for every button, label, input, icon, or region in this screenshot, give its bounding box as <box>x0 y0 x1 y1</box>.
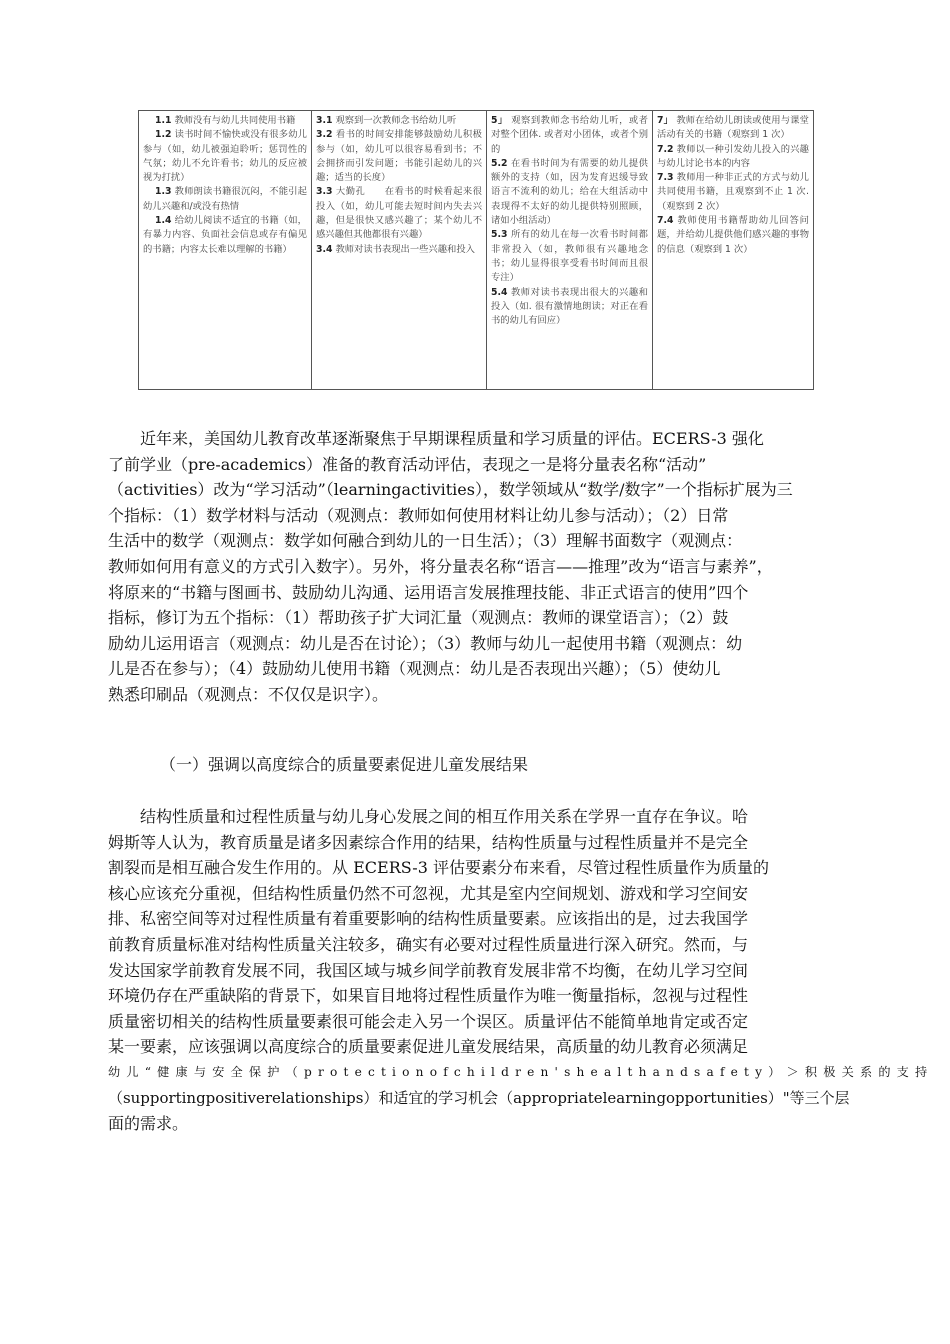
text-line: 儿是否在参与）；（4）鼓励幼儿使用书籍（观测点：幼儿是否表现出兴趣）；（5）使幼儿 <box>108 659 721 679</box>
indicator-text: 在看书时间为有需要的幼儿提供额外的支持（如，因为发育迟缓导致语言不流利的幼儿；给在大组活动中表现得不太好的幼儿提供特别照顾，诸如小组活动） <box>491 157 648 227</box>
indicator-table <box>138 110 814 390</box>
table-cell-level-3 <box>312 111 487 390</box>
section-heading: （一）强调以高度综合的质量要素促进儿童发展结果 <box>160 755 529 774</box>
text-line: （activities）改为“学习活动”（learningactivities），数学领域从“数学/数字”一个指标扩展为三 <box>108 480 793 500</box>
indicator-number: 1.3 <box>155 186 172 198</box>
text-line: 环境仍存在严重缺陷的背景下，如果盲目地将过程性质量作为唯一衡量指标，忽视与过程性 <box>108 986 749 1006</box>
indicator-text: 教师对读书表现出一些兴趣和投入 <box>335 243 475 255</box>
text-line: 将原来的“书籍与图画书、鼓励幼儿沟通、运用语言发展推理技能、非正式语言的使用”四个 <box>108 582 749 602</box>
indicator-number: 5.3 <box>491 229 508 241</box>
indicator-text: 所有的幼儿在每一次看书时间都非常投入（如，教师很有兴趣地念书；幼儿显得很享受看书时间而且很专注） <box>491 229 648 284</box>
text-line: 生活中的数学（观测点：数学如何融合到幼儿的一日生活）；（3）理解书面数字（观测点： <box>108 531 743 551</box>
indicator-number: 1.2 <box>155 129 172 141</box>
text-line: 核心应该充分重视，但结构性质量仍然不可忽视，尤其是室内空间规划、游戏和学习空间安 <box>108 883 749 903</box>
indicator-text: 教师对读书表现出很大的兴趣和投入（如. 很有激情地朗读；对正在看书的幼儿有回应） <box>491 286 648 327</box>
indicator-number: 1.1 <box>155 115 172 126</box>
indicator-item <box>316 128 482 185</box>
text-line: 教师如何用有意义的方式引入数字）。另外，将分量表名称“语言——推理”改为“语言与素养”， <box>108 556 773 576</box>
indicator-text: 观察到教师念书给幼儿听，或者对整个团体. 或者对小团体，或者个别的 <box>491 115 648 155</box>
indicator-item <box>143 185 307 214</box>
indicator-text: 教师朗读书籍很沉闷，不能引起幼儿兴趣和/或没有热情 <box>143 186 307 212</box>
paragraph-ecers-reform <box>108 426 850 708</box>
indicator-number: 3.1 <box>316 115 333 126</box>
indicator-item <box>316 243 482 257</box>
text-line: 了前学业（pre-academics）准备的教育活动评估，表现之一是将分量表名称“活动” <box>108 454 707 474</box>
indicator-text: 教师以一种引发幼儿投入的兴趣与幼儿讨论书本的内容 <box>657 143 809 169</box>
text-line: 指标，修订为五个指标：（1）帮助孩子扩大词汇量（观测点：教师的课堂语言）；（2）鼓 <box>108 608 729 628</box>
indicator-text: 观察到一次教师念书给幼儿听 <box>335 115 457 126</box>
table-cell-level-1 <box>139 111 312 390</box>
indicator-number: 7」 <box>657 115 674 126</box>
indicator-number: 3.4 <box>316 243 333 255</box>
indicator-number: 3.2 <box>316 129 333 141</box>
indicator-number: 5」 <box>491 115 508 126</box>
indicator-text: 读书时间不愉快或没有很多幼儿参与（如，幼儿被强迫聆听；惩罚性的气氛；幼儿不允许看书；幼儿的反应被视为打扰） <box>143 129 307 184</box>
text-line: 排、私密空间等对过程性质量有着重要影响的结构性质量要素。应该指出的是，过去我国学 <box>108 909 749 929</box>
indicator-number: 5.4 <box>491 286 508 298</box>
indicator-number: 7.2 <box>657 143 674 155</box>
indicator-item <box>143 214 307 257</box>
indicator-item <box>657 171 809 214</box>
indicator-text: 大勤孔 在看书的时候看起来很投入（如，幼儿可能去短时间内失去兴趣，但是很快又感兴趣了；某个幼儿不感兴趣但其他都很有兴趣） <box>316 186 482 241</box>
indicator-item <box>657 214 809 257</box>
text-line: 励幼儿运用语言（观测点：幼儿是否在讨论）；（3）教师与幼儿一起使用书籍（观测点：幼 <box>108 633 743 653</box>
text-line: 质量密切相关的结构性质量要素很可能会走入另一个误区。质量评估不能简单地肯定或否定 <box>108 1011 749 1031</box>
indicator-number: 1.4 <box>155 215 172 227</box>
text-line: （supportingpositiverelationships）和适宜的学习机会（appropriatelearningopportunities）"等三个层 <box>108 1088 850 1107</box>
text-line: 面的需求。 <box>108 1114 189 1134</box>
indicator-item <box>491 114 648 157</box>
indicator-text: 教师没有与幼儿共同使用书籍 <box>174 115 296 126</box>
indicator-item <box>657 143 809 172</box>
text-line: 姆斯等人认为，教育质量是诸多因素综合作用的结果，结构性质量与过程性质量并不是完全 <box>108 832 749 852</box>
table-row <box>139 111 814 390</box>
text-line: 某一要素，应该强调以高度综合的质量要素促进儿童发展结果，高质量的幼儿教育必须满足 <box>108 1037 749 1057</box>
indicator-item <box>316 114 482 128</box>
indicator-item <box>316 185 482 242</box>
text-line: 幼儿“健康与安全保护（protectionofchildren'shealthandsafety）＞积极关系的支持 <box>108 1064 934 1079</box>
table-cell-level-7 <box>653 111 814 390</box>
table-cell-level-5 <box>487 111 653 390</box>
indicator-item <box>143 128 307 185</box>
text-line: 结构性质量和过程性质量与幼儿身心发展之间的相互作用关系在学界一直存在争议。哈 <box>140 807 749 826</box>
indicator-item <box>491 228 648 285</box>
indicator-item <box>491 157 648 228</box>
text-line: 个指标：（1）数学材料与活动（观测点：教师如何使用材料让幼儿参与活动）；（2）日常 <box>108 505 729 525</box>
text-line: 割裂而是相互融合发生作用的。从 ECERS-3 评估要素分布来看，尽管过程性质量作为质量的 <box>108 858 769 878</box>
indicator-text: 教师使用书籍帮助幼儿回答问题，并给幼儿提供他们感兴趣的事物的信息（观察到 1 次） <box>657 215 809 255</box>
indicator-item <box>657 114 809 143</box>
indicator-number: 7.3 <box>657 172 674 184</box>
indicator-number: 3.3 <box>316 186 333 198</box>
indicator-text: 教师在给幼儿朗读或使用与课堂活动有关的书籍（观察到 1 次） <box>657 115 809 141</box>
indicator-text: 看书的时间安排能够鼓励幼儿积极参与（如，幼儿可以很容易看到书；不会拥挤而引发问题；书能引起幼儿的兴趣；适当的长度） <box>316 129 482 184</box>
text-line: 近年来，美国幼儿教育改革逐渐聚焦于早期课程质量和学习质量的评估。ECERS-3 强化 <box>140 429 764 448</box>
indicator-text: 给幼儿阅读不适宜的书籍（如，有暴力内容、负面社会信息或存有偏见的书籍；内容太长难以理解的书籍） <box>143 215 307 255</box>
text-line: 发达国家学前教育发展不同，我国区域与城乡间学前教育发展非常不均衡，在幼儿学习空间 <box>108 960 749 980</box>
text-line: 前教育质量标准对结构性质量关注较多，确实有必要对过程性质量进行深入研究。然而，与 <box>108 934 749 954</box>
paragraph-structural-quality <box>108 804 934 1137</box>
indicator-number: 5.2 <box>491 157 508 169</box>
indicator-item <box>491 286 648 329</box>
text-line: 熟悉印刷品（观测点：不仅仅是识字）。 <box>108 684 389 704</box>
indicator-item <box>143 114 307 128</box>
indicator-text: 教师用一种非正式的方式与幼儿共同使用书籍，且观察到不止 1 次.（观察到 2 次） <box>657 172 809 212</box>
indicator-number: 7.4 <box>657 215 674 227</box>
